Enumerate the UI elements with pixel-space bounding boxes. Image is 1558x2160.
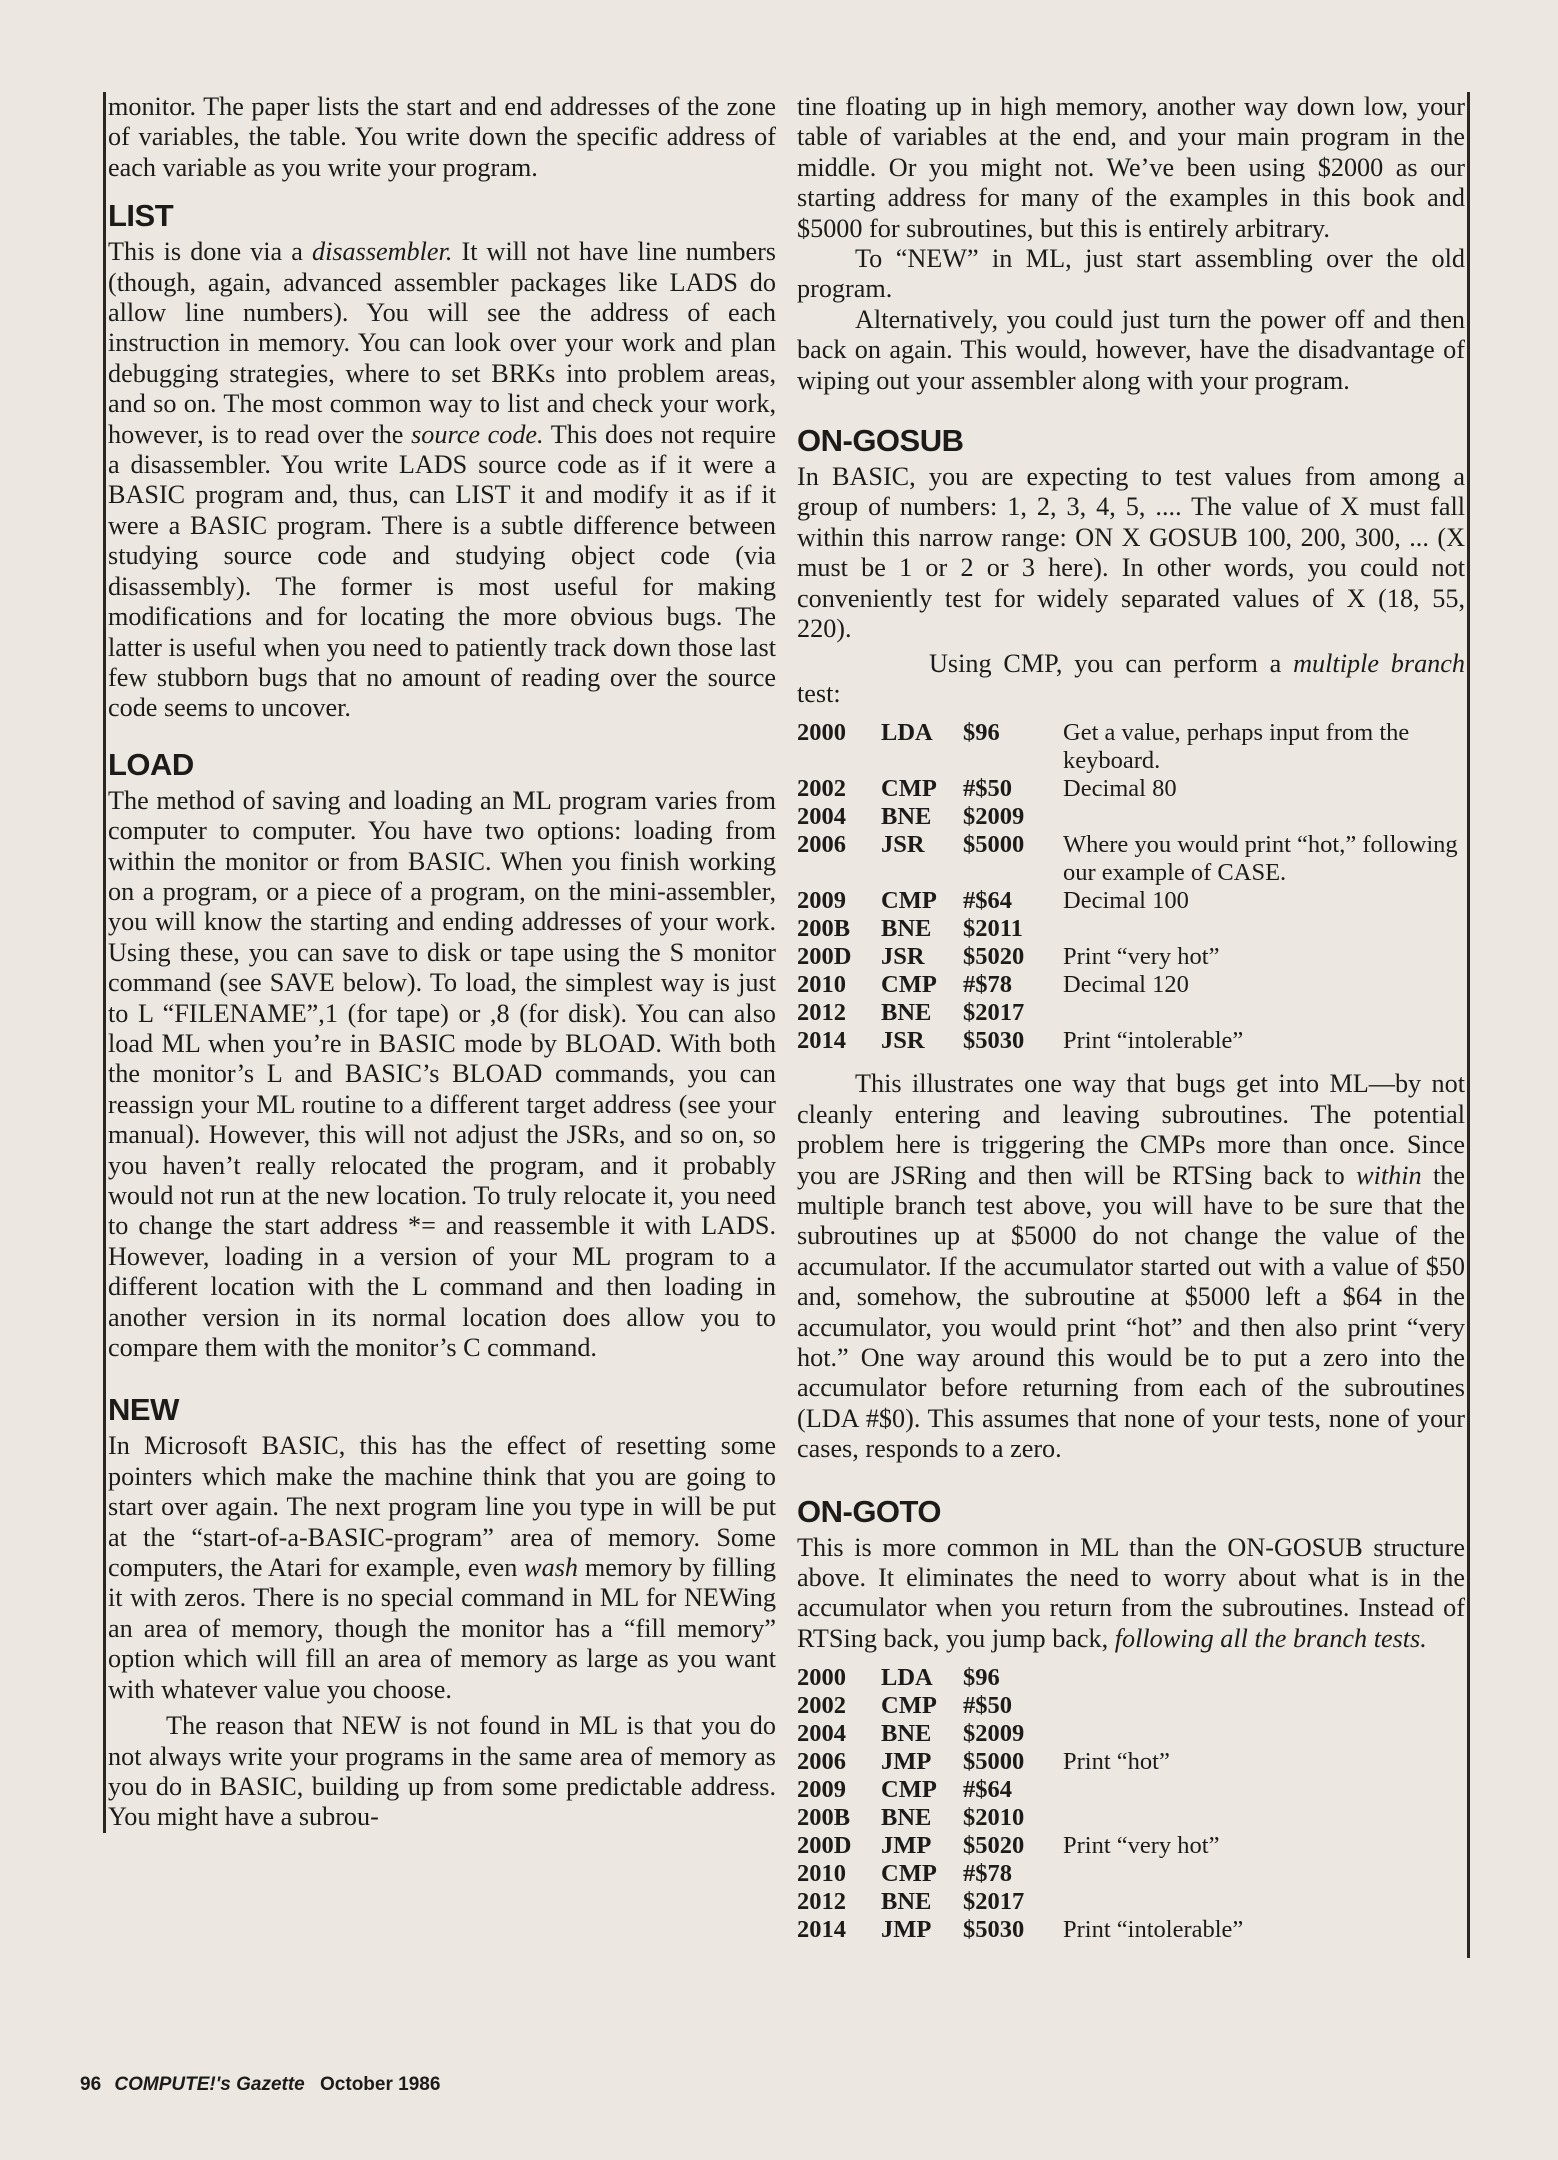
code-operand: #$78 <box>963 971 1012 999</box>
code-operand: $2009 <box>963 803 1025 831</box>
code-address: 2004 <box>797 803 846 831</box>
text-run: Using CMP, you can perform a <box>929 648 1294 678</box>
heading-on-gosub: ON-GOSUB <box>797 423 964 459</box>
magazine-name: COMPUTE!'s Gazette <box>114 2074 305 2095</box>
code-comment: Print “intolerable” <box>1063 1916 1244 1944</box>
code-comment: Print “very hot” <box>1063 943 1220 971</box>
code-operand: #$78 <box>963 1860 1012 1888</box>
code-address: 200B <box>797 1804 851 1832</box>
code-comment: Decimal 100 <box>1063 887 1189 915</box>
emphasis: within <box>1356 1160 1422 1190</box>
code-line <box>797 775 1463 803</box>
code-opcode: CMP <box>881 887 937 915</box>
code-operand: $96 <box>963 1664 1000 1692</box>
code-comment <box>1063 1692 1463 1720</box>
code-address: 200D <box>797 943 852 971</box>
code-opcode: JMP <box>881 1748 932 1776</box>
code-opcode: BNE <box>881 1804 932 1832</box>
code-opcode: JMP <box>881 1916 932 1944</box>
page-number: 96 <box>80 2074 102 2095</box>
code-line <box>797 1860 1463 1888</box>
code-comment: Print “intolerable” <box>1063 1027 1244 1055</box>
code-address: 2009 <box>797 1776 846 1804</box>
code-opcode: JSR <box>881 943 925 971</box>
code-opcode: BNE <box>881 803 932 831</box>
paragraph-on-goto <box>797 1533 1465 1655</box>
text-run: In Microsoft BASIC, this has the effect of resetting some pointers which make the machine think that you are going to start over again. The next program line you type in will be put at the “start-of-a-BASIC-program” area of memory. Some computers, the Atari for example, even <box>108 1431 776 1583</box>
code-line <box>797 1888 1463 1916</box>
code-opcode: BNE <box>881 915 932 943</box>
code-line <box>797 1804 1463 1832</box>
code-address: 2010 <box>797 1860 846 1888</box>
code-opcode: CMP <box>881 775 937 803</box>
right-column <box>797 92 1470 1958</box>
code-opcode: CMP <box>881 1860 937 1888</box>
code-comment <box>1063 1860 1463 1888</box>
code-operand: $2009 <box>963 1720 1025 1748</box>
code-operand: #$64 <box>963 1776 1012 1804</box>
text-run: This is done via a <box>108 237 312 267</box>
code-address: 2002 <box>797 775 846 803</box>
code-comment <box>1063 803 1463 831</box>
code-address: 2006 <box>797 1748 846 1776</box>
code-listing-goto <box>797 1664 1463 1944</box>
code-line <box>797 1748 1463 1776</box>
code-operand: $5000 <box>963 1748 1025 1776</box>
paragraph-new-in-ml: To “NEW” in ML, just start assembling over the old program. <box>797 244 1465 304</box>
code-operand: $96 <box>963 719 1000 747</box>
heading-list: LIST <box>108 198 174 234</box>
code-operand: $5020 <box>963 1832 1025 1860</box>
text-run: memory by filling it with zeros. There is no special command in ML for NEWing an area of memory, though the monitor has a “fill memory” option which will fill an area of memory as large as you want with whatever value you choose. <box>108 1553 776 1704</box>
code-comment: Get a value, perhaps input from the keyboard. <box>1063 719 1410 775</box>
paragraph-using-cmp <box>797 649 1465 710</box>
emphasis: source code. <box>411 419 544 449</box>
text-run: This does not require a disassembler. You write LADS source code as if it were a BASIC program and, thus, can LIST it and modify it as if it were a BASIC program. There is a subtle difference between studying source code and studying object code (via disassembly). The former is most useful for making modifications and for locating the more obvious bugs. The latter is useful when you need to patiently track down those last few stubborn bugs that no amount of reading over the source code seems to uncover. <box>108 419 776 723</box>
code-address: 200B <box>797 915 851 943</box>
emphasis: wash <box>524 1553 579 1583</box>
code-opcode: CMP <box>881 1692 937 1720</box>
code-comment <box>1063 1664 1463 1692</box>
code-address: 2000 <box>797 1664 846 1692</box>
paragraph-load: The method of saving and loading an ML program varies from computer to computer. You have two options: loading from within the monitor or from BASIC. When you finish working on a program, or a piece of a program, on the mini-assembler, you will know the starting and ending addresses of your work. Using these, you can save to disk or tape using the S monitor command (see SAVE below). To load, the simplest way is just to L “FILENAME”,1 (for tape) or ,8 (for disk). You can also load ML when you’re in BASIC mode by BLOAD. With both the monitor’s L and BASIC’s BLOAD commands, you can reassign your ML routine to a different target address (see your manual). However, this will not adjust the JSRs, and so on, so you haven’t really relocated the program, and it probably would not run at the new location. To truly relocate it, you need to change the start address *= and reassemble it with LADS. However, loading in a version of your ML program to a different location with the L command and then loading in another version in its normal location does allow you to compare them with the monitor’s C command. <box>108 785 776 1363</box>
code-opcode: JMP <box>881 1832 932 1860</box>
text-run: This illustrates one way that bugs get into ML—by not cleanly entering and leaving subroutines. The potential problem here is triggering the CMPs more than once. Since you are JSRing and then will be RTSing back to <box>797 1069 1465 1190</box>
code-listing-gosub <box>797 719 1463 1055</box>
code-opcode: CMP <box>881 971 937 999</box>
code-line <box>797 999 1463 1027</box>
heading-new: NEW <box>108 1392 179 1428</box>
emphasis: disassembler. <box>311 237 453 267</box>
code-line <box>797 831 1463 887</box>
code-operand: #$64 <box>963 887 1012 915</box>
code-address: 2004 <box>797 1720 846 1748</box>
code-address: 2009 <box>797 887 846 915</box>
code-line <box>797 1776 1463 1804</box>
code-comment: Print “very hot” <box>1063 1832 1220 1860</box>
code-line <box>797 1664 1463 1692</box>
code-operand: $2017 <box>963 999 1025 1027</box>
paragraph-bugs <box>797 1069 1465 1464</box>
code-opcode: CMP <box>881 1776 937 1804</box>
code-opcode: LDA <box>881 719 933 747</box>
code-comment: Decimal 120 <box>1063 971 1189 999</box>
code-comment <box>1063 1776 1463 1804</box>
code-address: 2014 <box>797 1916 846 1944</box>
code-address: 200D <box>797 1832 852 1860</box>
text-run: the multiple branch test above, you will have to be sure that the subroutines up at $5000 do not change the value of the accumulator. If the accumulator started out with a value of $50 and, somehow, the subroutine at $5000 left a $64 in the accumulator, you would print “hot” and then also print “very hot.” One way around this would be to put a zero into the accumulator before returning from each of the subroutines (LDA #$0). This assumes that none of your tests, none of your cases, responds to a zero. <box>797 1160 1465 1464</box>
left-column <box>103 92 776 1833</box>
code-operand: $2017 <box>963 1888 1025 1916</box>
code-address: 2012 <box>797 999 846 1027</box>
code-address: 2012 <box>797 1888 846 1916</box>
code-line <box>797 1916 1463 1944</box>
code-comment <box>1063 999 1463 1027</box>
paragraph-new-reason: The reason that NEW is not found in ML is that you do not always write your programs in the same area of memory as you do in BASIC, building up from some predictable address. You might have a subrou- <box>108 1711 776 1832</box>
code-comment <box>1063 1720 1463 1748</box>
code-operand: $5030 <box>963 1027 1025 1055</box>
code-line <box>797 1692 1463 1720</box>
code-comment: Where you would print “hot,” following our example of CASE. <box>1063 831 1458 887</box>
code-operand: #$50 <box>963 1692 1012 1720</box>
code-comment <box>1063 1888 1463 1916</box>
code-address: 2000 <box>797 719 846 747</box>
code-opcode: JSR <box>881 831 925 859</box>
code-opcode: BNE <box>881 999 932 1027</box>
code-line <box>797 887 1463 915</box>
code-address: 2010 <box>797 971 846 999</box>
heading-load: LOAD <box>108 746 194 782</box>
code-comment: Decimal 80 <box>1063 775 1177 803</box>
code-line <box>797 719 1463 775</box>
code-operand: $2011 <box>963 915 1023 943</box>
code-operand: $2010 <box>963 1804 1025 1832</box>
code-address: 2006 <box>797 831 846 859</box>
heading-on-goto: ON-GOTO <box>797 1493 942 1529</box>
paragraph-continued: tine floating up in high memory, another way down low, your table of variables at the end, and your main program in the middle. Or you might not. We’ve been using $2000 as our starting address for many of the examples in this book and $5000 for subroutines, but this is entirely arbitrary. <box>797 92 1465 243</box>
code-line <box>797 1832 1463 1860</box>
code-line <box>797 1027 1463 1055</box>
paragraph-monitor: monitor. The paper lists the start and end addresses of the zone of variables, the table. You write down the specific address of each variable as you write your program. <box>108 92 776 182</box>
emphasis: following all the branch tests. <box>1114 1623 1427 1653</box>
code-opcode: BNE <box>881 1720 932 1748</box>
code-opcode: BNE <box>881 1888 932 1916</box>
code-address: 2014 <box>797 1027 846 1055</box>
paragraph-alternatively: Alternatively, you could just turn the power off and then back on again. This would, however, have the disadvantage of wiping out your assembler along with your program. <box>797 304 1465 395</box>
page-footer <box>80 2074 440 2096</box>
emphasis: multiple branch <box>1293 648 1465 678</box>
code-operand: #$50 <box>963 775 1012 803</box>
issue-date: October 1986 <box>320 2074 441 2095</box>
code-operand: $5020 <box>963 943 1025 971</box>
code-comment <box>1063 915 1463 943</box>
code-opcode: JSR <box>881 1027 925 1055</box>
code-operand: $5030 <box>963 1916 1025 1944</box>
code-comment <box>1063 1804 1463 1832</box>
code-line <box>797 943 1463 971</box>
code-line <box>797 1720 1463 1748</box>
text-run: test: <box>797 678 841 708</box>
code-line <box>797 971 1463 999</box>
code-line <box>797 915 1463 943</box>
paragraph-new <box>108 1431 776 1705</box>
paragraph-on-gosub: In BASIC, you are expecting to test values from among a group of numbers: 1, 2, 3, 4, 5, .... The value of X must fall within this narrow range: ON X GOSUB 100, 200, 300, ... (X must be 1 or 2 or 3 here). In other words, you could not conveniently test for widely separated values of X (18, 55, 220). <box>797 462 1465 644</box>
code-operand: $5000 <box>963 831 1025 859</box>
code-opcode: LDA <box>881 1664 933 1692</box>
text-run: This is more common in ML than the ON-GOSUB structure above. It eliminates the need to worry about what is in the accumulator when you return from the subroutines. Instead of RTSing back, you jump back, <box>797 1532 1465 1653</box>
code-address: 2002 <box>797 1692 846 1720</box>
text-run: It will not have line numbers (though, again, advanced assembler packages like LADS do allow line numbers). You will see the address of each instruction in memory. You can look over your work and plan debugging strategies, where to set BRKs into problem areas, and so on. The most common way to list and check your work, however, is to read over the <box>108 237 776 449</box>
code-comment: Print “hot” <box>1063 1748 1170 1776</box>
code-line <box>797 803 1463 831</box>
paragraph-list <box>108 237 776 724</box>
